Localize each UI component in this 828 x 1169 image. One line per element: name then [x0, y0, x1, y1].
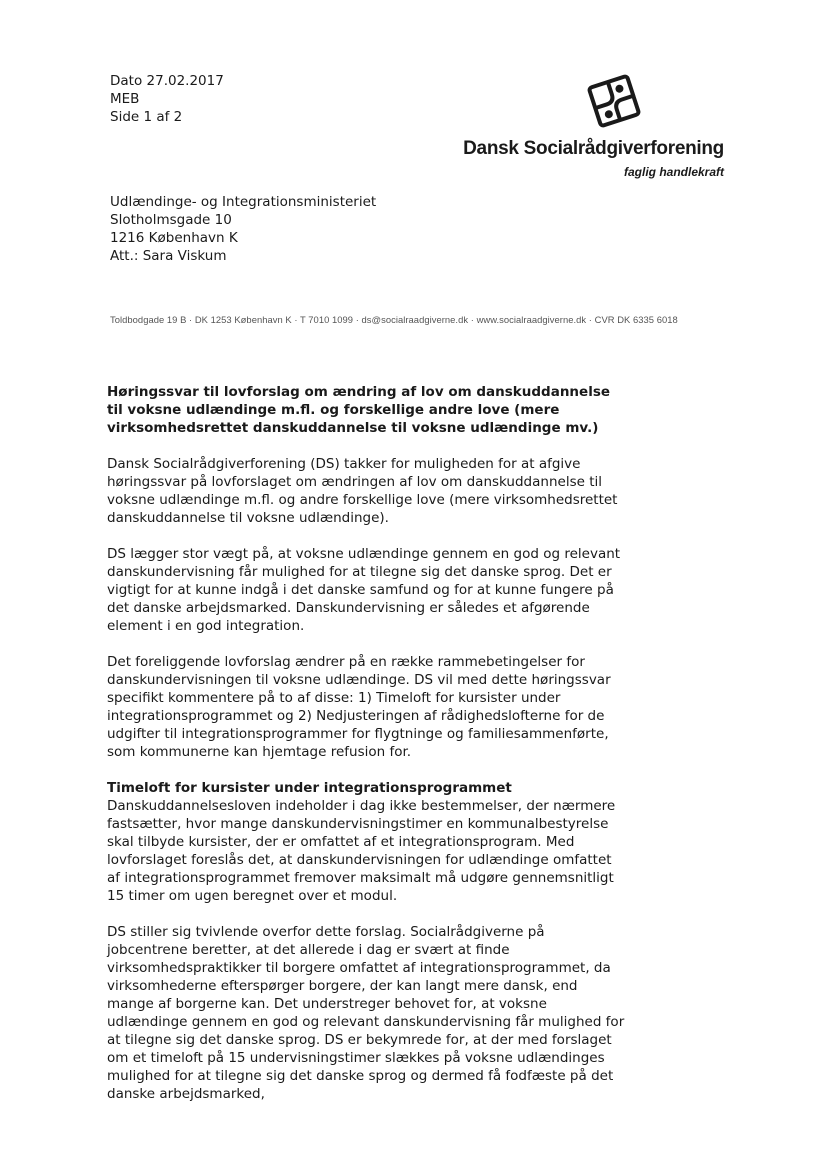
body-paragraph: Danskuddannelsesloven indeholder i dag ikke bestemmelser, der nærmere fastsætter, hvor mange danskundervisningstimer en kommunalbestyrelse skal tilbyde kursister, der er omfattet af et integrationsprogram. Med lovforslaget foreslås det, at danskundervisningen for udlændinge omfattet af integrationsprogrammet fremover maksimalt må udgøre gennemsnitligt 15 timer om ugen beregnet over et modul. — [107, 798, 616, 904]
document-meta — [110, 72, 224, 126]
organization-name: Dansk Socialrådgiverforening — [463, 138, 724, 159]
body-paragraph: DS lægger stor vægt på, at voksne udlændinge gennem en god og relevant danskundervisning får mulighed for at tilegne sig det danske sprog. Det er vigtigt for at kunne indgå i det danske samfund og for at kunne fungere på det danske arbejdsmarked. Danskundervisning er således et afgørende element i en god integration. — [107, 546, 621, 634]
recipient-line: Att.: Sara Viskum — [110, 248, 227, 264]
letter-body — [107, 383, 625, 1121]
dual-figure-logo-icon — [580, 72, 648, 130]
section-heading: Timeloft for kursister under integrationsprogrammet — [107, 780, 512, 796]
recipient-address — [110, 193, 376, 265]
date-line: Dato 27.02.2017 — [110, 73, 224, 89]
letter-title: Høringssvar til lovforslag om ændring af lov om danskuddannelse til voksne udlændinge m.fl. og forskellige andre love (mere virksomhedsrettet danskuddannelse til voksne udlændinge mv.) — [107, 384, 611, 436]
organization-tagline: faglig handlekraft — [623, 165, 724, 179]
page-number: Side 1 af 2 — [110, 109, 183, 125]
contact-line: Toldbodgade 19 B · DK 1253 København K · T 7010 1099 · ds@socialraadgiverne.dk · www.socialraadgiverne.dk · CVR DK 6335 6018 — [110, 314, 678, 325]
recipient-line: Udlændinge- og Integrationsministeriet — [110, 194, 377, 210]
recipient-line: 1216 København K — [110, 230, 238, 246]
body-paragraph: DS stiller sig tvivlende overfor dette forslag. Socialrådgiverne på jobcentrene beretter, at det allerede i dag er svært at finde virksomhedspraktikker til borgere omfattet af integrationsprogrammet, da virksomhederne efterspørger borgere, der kan langt mere dansk, end mange af borgerne kan. Det understreger behovet for, at voksne udlændinge gennem en god og relevant danskundervisning får mulighed for at tilegne sig det danske sprog. DS er bekymrede for, at der med forslaget om et timeloft på 15 undervisningstimer slækkes på voksne udlændinges mulighed for at tilegne sig det danske sprog og dermed få fodfæste på det danske arbejdsmarked, — [107, 924, 625, 1102]
body-paragraph: Det foreliggende lovforslag ændrer på en række rammebetingelser for danskundervisningen til voksne udlændinge. DS vil med dette høringssvar specifikt kommentere på to af disse: 1) Timeloft for kursister under integrationsprogrammet og 2) Nedjusteringen af rådighedslofterne for de udgifter til integrationsprogrammer for flygtninge og familiesammenførte, som kommunerne kan hjemtage refusion for. — [107, 654, 611, 760]
body-paragraph: Dansk Socialrådgiverforening (DS) takker for muligheden for at afgive høringssvar på lovforslaget om ændringen af lov om danskuddannelse til voksne udlændinge m.fl. og andre forskellige love (mere virksomhedsrettet danskuddannelse til voksne udlændinge). — [107, 456, 618, 526]
initials-line: MEB — [110, 91, 140, 107]
recipient-line: Slotholmsgade 10 — [110, 212, 232, 228]
